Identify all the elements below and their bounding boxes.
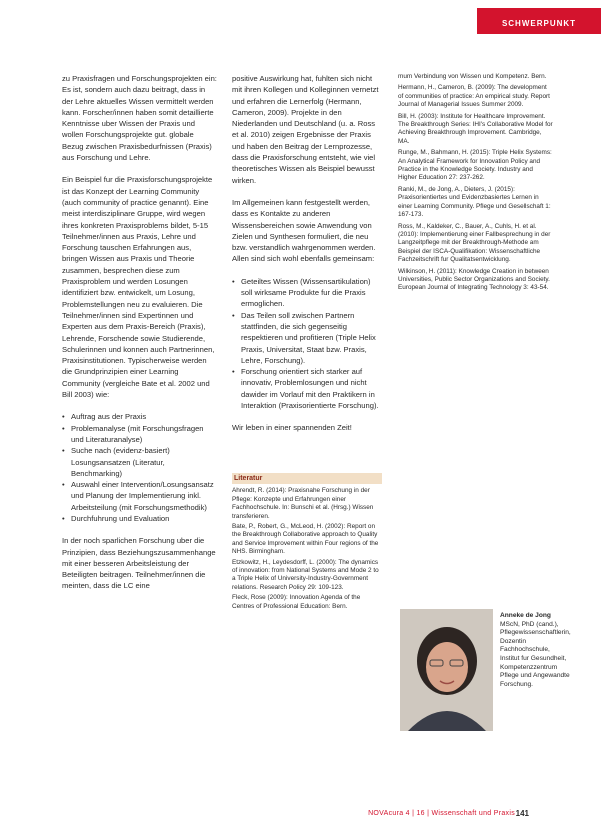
list-item: • Forschung orientiert sich starker auf innovativ, Problemlosungen und nicht dawider im Vorlauf mit den Praktikern in Interaktion (Praxisorientierte Forschung). [232, 366, 382, 411]
reference: Bill, H. (2003): Institute for Healthcare Improvement. The Breakthrough Series: IHI's Collaborative Model for Achieving Breakthrough Improvement. Cambridge, MA. [398, 112, 553, 145]
list-item: • Durchfuhrung und Evaluation [62, 513, 217, 524]
body-column-1 [62, 73, 217, 603]
section-tag: SCHWERPUNKT [477, 8, 601, 34]
literature-box [232, 473, 382, 613]
reference: Wilkinson, H. (2011): Knowledge Creation in between Universities, Public Sector Organizations and Society. European Journal of Integrating Technology 3: 43-54. [398, 267, 550, 292]
commonalities-list [232, 276, 382, 412]
reference: Ross, M., Kaldeker, C., Bauer, A., Cuhls, H. et al. (2010): Implementierung einer Fallbesprechung in der Langzeitpflege mit der Breakthrough-Methode am Beispiel der ISCA-Qualifikation: Wissenschaftliche Fachzeitschrift fur Qualitatsentwicklung. [398, 222, 551, 264]
list-item: • Auftrag aus der Praxis [62, 411, 217, 422]
paragraph: Wir leben in einer spannenden Zeit! [232, 423, 352, 433]
footer-journal: NOVAcura 4 | 16 | Wissenschaft und Praxis [368, 810, 515, 817]
literature-heading: Literatur [232, 473, 382, 484]
list-item: • Das Teilen soll zwischen Partnern stattfinden, die sich gegenseitig respektieren und profitieren (Triple Helix Praxis, Universitat, Staat bzw. Praxis, Lehre, Forschung). [232, 310, 382, 366]
reference: Etzkowitz, H., Leydesdorff, L. (2000): The dynamics of innovation: from National Systems and Mode 2 to a Triple Helix of University-Industry-Government relations. Research Policy 29: 109-123. [232, 558, 379, 591]
list-item: • Suche nach (evidenz-basiert) Losungsansatzen (Literatur, Benchmarking) [62, 445, 217, 479]
author-caption [500, 612, 570, 689]
list-item: • Geteiltes Wissen (Wissensartikulation) soll wirksame Produkte fur die Praxis ermoglichen. [232, 276, 382, 310]
paragraph: positive Auswirkung hat, fuhlten sich nicht mit ihren Kollegen und Kolleginnen vernetzt und erfahren die Lernerfolg (Hermann, Cameron, 2009). Projekte in den Niederlanden und Deutschland (u. a. Ross et al. 2010) zeigen Ergebnisse der Praxis und haben den Beitrag der Lernprozesse, dass die Praxisforschung entsteht, wie viel theoretisches Wissen als Beispiel bewusst wirken. [232, 74, 379, 185]
author-details: MScN, PhD (cand.), Pflegewissenschaftlerin, Dozentin Fachhochschule, Institut fur Gesundheit, Kompetenzzentrum Pflege und Angewandte Forschung. [500, 620, 571, 688]
reference: Ranki, M., de Jong, A., Dieters, J. (2015): Praxisorientiertes und Evidenzbasiertes Lernen in einer Learning Community. Pflege und Gesellschaft 1: 167-173. [398, 185, 551, 219]
paragraph: In der noch sparlichen Forschung uber die Prinzipien, dass Beziehungszusammenhange mit einer besseren Arbeitsleistung der Beteiligten beitragen. Teilnehmer/innen die meinten, dass die LC eine [62, 536, 216, 591]
paragraph: zu Praxisfragen und Forschungsprojekten ein: Es ist, sondern auch dazu beitragt, dass in der Lehre aktuelles Wissen vermittelt werden kann. Forscher/innen haben somit detaillierte Kenntnisse uber Wissen der Praxis und wollen Forschungsprojekte gut. globale Bezug zwischen Praxisbedurfnissen (Praxis) aus Forschung und Lehre. [62, 74, 217, 163]
reference: Ahrendt, R. (2014): Praxisnahe Forschung in der Pflege: Konzepte und Erfahrungen einer Fachhochschule. In: Bunschi et al. (Hrsg.) Wissen transferieren. [232, 487, 374, 520]
paragraph: Im Allgemeinen kann festgestellt werden, dass es Kontakte zu anderen Wissensbereichen sowie Anwendung von Zielen und Synthesen formuliert, die neu bzw. verstandlich wahrgenommen werden. Allen sind sich wohl ebenfalls gemeinsam: [232, 197, 376, 264]
reference: Hermann, H., Cameron, B. (2009): The development of communities of practice: An empirical study. Report Journal of Managerial Issues Summer 2009. [398, 84, 550, 109]
reference: Fleck, Rose (2009): Innovation Agenda of the Centres of Professional Education: Bern. [232, 594, 361, 610]
reference: Bate, P., Robert, G., McLeod, H. (2002): Report on the Breakthrough Collaborative approach to Quality and Service Improvement within Four regions of the NHS. Birmingham. [232, 523, 379, 556]
page-footer [0, 809, 601, 823]
author-photo [400, 609, 493, 731]
body-column-2 [232, 73, 382, 445]
references-column [398, 73, 553, 296]
reference: mum Verbindung von Wissen und Kompetenz. Bern. [398, 73, 547, 80]
list-item: • Problemanalyse (mit Forschungsfragen und Literaturanalyse) [62, 423, 217, 446]
reference: Runge, M., Bahmann, H. (2015): Triple Helix Systems: An Analytical Framework for Innovation Policy and Practice in the Knowledge Society. Industry and Higher Education 27: 237-262. [398, 149, 552, 182]
author-name: Anneke de Jong [500, 612, 551, 619]
page-number: 141 [515, 809, 529, 818]
list-item: • Auswahl einer Intervention/Losungsansatz und Planung der Implementierung inkl. Arbeitsteilung (mit Forschungsmethodik) [62, 479, 217, 513]
paragraph: Ein Beispiel fur die Praxisforschungsprojekte ist das Konzept der Learning Community (auch community of practice genannt). Eine meist interdisziplinare Gruppe, wird wegen ihres konkreten Praxisproblems bildet, 5-15 Teilnehmer/innen aus Praxis, Lehre und Forschung tauschen Erfahrungen aus, bringen Wissen aus Praxis und Theorie zusammen, besprechen diese zum Praxisproblem und werden Losungen identifiziert bzw. entwickelt, um Losung, Problemstellungen neu zu evaluieren. Die Teilnehmer/innen sind Expertinnen und Experten aus dem Praxis-Bereich (Praxis), Lehrende, Forschende sowie Studierende, Schulerinnen und konnen auch Partnerinnen, Praxisinstitutionen. Typischerweise werden die Grundprinzipien einer Learning Community (vergleiche Bate et al. 2002 und Bill 2003) wie: [62, 175, 215, 400]
principles-list [62, 411, 217, 524]
